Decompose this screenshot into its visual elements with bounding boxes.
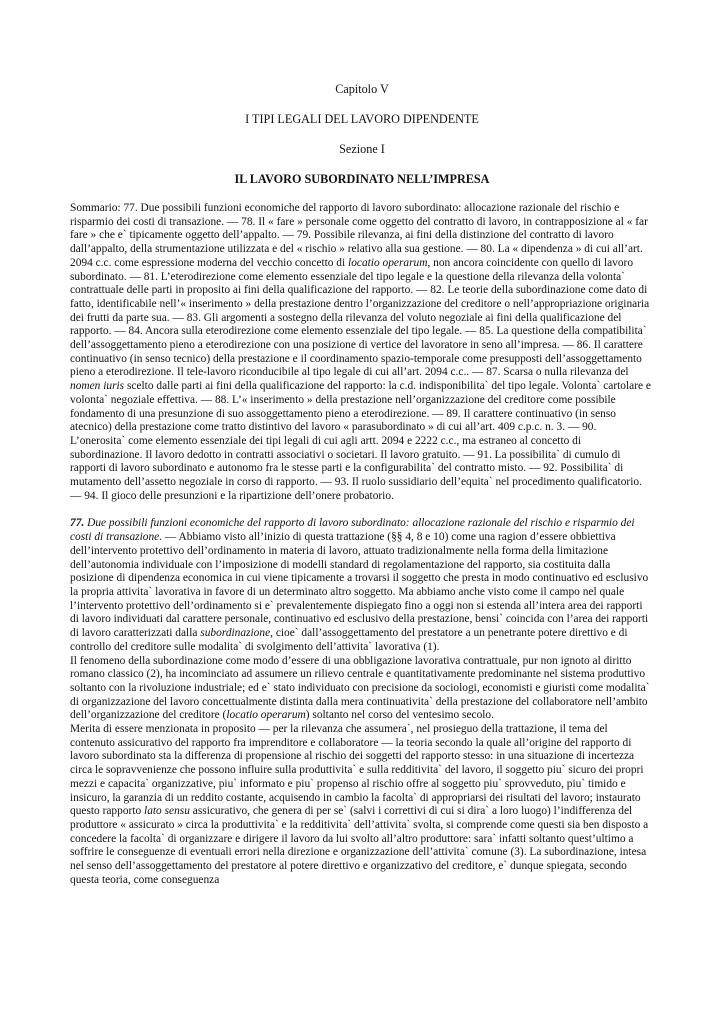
paragraph-77-italic: subordinazione: [200, 627, 271, 640]
paragraph-2-text-2: ) soltanto nel corso del ventesimo secolo.: [305, 709, 494, 722]
summary-italic-2: nomen iuris: [70, 380, 125, 393]
chapter-heading: Capitolo V: [335, 82, 389, 96]
paragraph-77-text-1: — Abbiamo visto all’inizio di questa trattazione (§§ 4, 8 e 10) come una ragion d’essere obbiettiva dell’intervento protettivo dell’ordinamento in materia di lavoro, attuato tradizionalmente nella forma della limitazione dell’autonomia individuale con l’imposizione di modelli standard di regolamentazione del rapporto, sia costituita dalla posizione di dipendenza economica in cui viene tipicamente a trovarsi il soggetto che presta in modo continuativo ed esclusivo la propria attivita` lavorativa in favore di un determinato altro soggetto. Ma abbiamo anche visto come il campo nel quale l’intervento protettivo dell’ordinamento si e` prevalentemente dispiegato fino a oggi non si estenda all’intera area dei rapporti di lavoro individuati dal carattere personale, continuativo ed esclusivo della prestazione, bensi` coincida con l’area dei rapporti di lavoro caratterizzati dalla: [70, 531, 649, 640]
summary-text-2: , non ancora coincidente con quello di lavoro subordinato. — 81. L’eterodirezione come elemento essenziale del tipo legale e la questione della rilevanza della volonta` contrattuale delle parti in proposito ai fini della qualificazione del rapporto. — 82. Le teorie della subordinazione come dato di fatto, identificabile nell’« inserimento » della prestazione dentro l’organizzazione del creditore o nell’appropriazione originaria dei frutti da parte sua. — 83. Gli argomenti a sostegno della rilevanza del voluto negoziale ai fini della qualificazione del rapporto. — 84. Ancora sulla eterodirezione come elemento essenziale del tipo legale. — 85. La questione della compatibilita` dell’assoggettamento pieno a eterodirezione con una posizione di vertice del lavoratore in seno all’impresa. — 86. Il carattere continuativo (in senso tecnico) della prestazione e il coordinamento spazio-temporale come presupposti dell’assoggettamento pieno a eterodirezione. Il tele-lavoro riconducibile al tipo legale di cui all’art. 2094 c.c.. — 87. Scarsa o nulla rilevanza del: [70, 256, 650, 379]
paragraph-number: 77.: [70, 517, 85, 530]
section-heading: Sezione I: [339, 142, 385, 156]
summary-paragraph: [70, 202, 654, 503]
paragraph-2: [70, 655, 654, 724]
paragraph-3-text-1: Merita di essere menzionata in proposito — per la rilevanza che assumera`, nel prosieguo della trattazione, il tema del contenuto assicurativo del rapporto fra imprenditore e collaboratore — la teoria secondo la quale all’origine del rapporto di lavoro subordinato sta la differenza di propensione al rischio dei soggetti del rapporto stesso: in una situazione di incertezza circa le sopravvenienze che possono influire sulla produttivita` e sulla redditivita` del lavoro, il soggetto piu` sicuro dei propri mezzi e capacita` organizzative, piu` informato e piu` propenso al rischio offre al soggetto piu` sprovveduto, piu` timido e insicuro, la garanzia di un reddito costante, acquisendo in cambio la facolta` di appropriarsi dei risultati del lavoro; instaurato questo rapporto: [70, 723, 644, 818]
document-page: [70, 82, 654, 887]
paragraph-77-heading: Due possibili funzioni economiche del rapporto di lavoro subordinato: allocazione razionale del rischio e risparmio dei costi di transazione.: [70, 517, 635, 544]
paragraph-77-text-2: , cioe` dall’assoggettamento del prestatore a un penetrante potere direttivo e di controllo del creditore sulle modalita` di svolgimento dell’attivita` lavorativa (1).: [70, 627, 628, 653]
section-title: IL LAVORO SUBORDINATO NELL’IMPRESA: [234, 172, 490, 186]
summary-italic-1: locatio operarum: [348, 256, 428, 269]
summary-text-1: Sommario: 77. Due possibili funzioni economiche del rapporto di lavoro subordinato: allocazione razionale del rischio e risparmio dei costi di transazione. — 78. Il « fare » personale come oggetto del contratto di lavoro, in contrapposizione al « far fare » che e` tipicamente oggetto dell’appalto. — 79. Possibile rilevanza, ai fini della distinzione del contratto di lavoro dall’appalto, della strumentazione utilizzata e del « rischio » relativo alla sua gestione. — 80. La « dipendenza » di cui all’art. 2094 c.c. come espressione moderna del vecchio concetto di: [70, 202, 648, 269]
paragraph-3-italic: lato sensu: [144, 805, 190, 818]
paragraph-77: [70, 517, 654, 654]
paragraph-2-text-1: Il fenomeno della subordinazione come modo d’essere di una obbligazione lavorativa contrattuale, pur non ignoto al diritto romano classico (2), ha incominciato ad assumere un rilievo centrale e quantitativamente predominante nel sistema produttivo soltanto con la rivoluzione industriale; ed e` stato individuato con precisione da sociologi, economisti e giuristi come modalita` di organizzazione del lavoro concettualmente distinta dalla mera continuativita` della prestazione del collaboratore nell’ambito dell’organizzazione del creditore (: [70, 654, 650, 722]
paragraph-3-text-2: assicurativo, che genera di per se` (salvi i correttivi di cui si dira` a loro luogo) l’indifferenza del produttore « assicurato » circa la produttivita` e la redditivita` dell’attivita` svolta, si comprende come questi sia ben disposto a concedere la facolta` di organizzare e dirigere il lavoro da lui svolto all’altro produttore: sara` infatti soltanto quest’ultimo a soffrire le conseguenze di eventuali errori nella direzione e organizzazione dell’attivita` comune (3). La subordinazione, intesa nel senso dell’assoggettamento del prestatore al potere direttivo e organizzativo del creditore, e` dunque spiegata, secondo questa teoria, come conseguenza: [70, 805, 649, 886]
summary-text-3: scelto dalle parti ai fini della qualificazione del rapporto: la c.d. indisponibilita` del tipo legale. Volonta` cartolare e volonta` negoziale effettiva. — 88. L’« inserimento » della prestazione nell’organizzazione del creditore come possibile fondamento di una presunzione di suo assoggettamento pieno a eterodirezione. — 89. Il carattere continuativo (in senso atecnico) della prestazione come tratto distintivo del lavoro « parasubordinato » di cui all’art. 409 c.p.c. n. 3. — 90. L’onerosita` come elemento essenziale dei tipi legali di cui agli artt. 2094 e 2222 c.c., ma estraneo al concetto di subordinazione. Il lavoro dedotto in contratti associativi o societari. Il lavoro gratuito. — 91. La possibilita` di cumulo di rapporti di lavoro subordinato e autonomo fra le stesse parti e la configurabilita` del contratto misto. — 92. Possibilita` di mutamento dell’assetto negoziale in corso di rapporto. — 93. Il ruolo sussidiario dell’equita` nel procedimento qualificatorio. — 94. Il gioco delle presunzioni e la ripartizione dell’onere probatorio.: [70, 380, 651, 502]
paragraph-2-italic: locatio operarum: [226, 709, 306, 722]
chapter-title: I TIPI LEGALI DEL LAVORO DIPENDENTE: [245, 112, 479, 126]
paragraph-3: [70, 723, 654, 887]
